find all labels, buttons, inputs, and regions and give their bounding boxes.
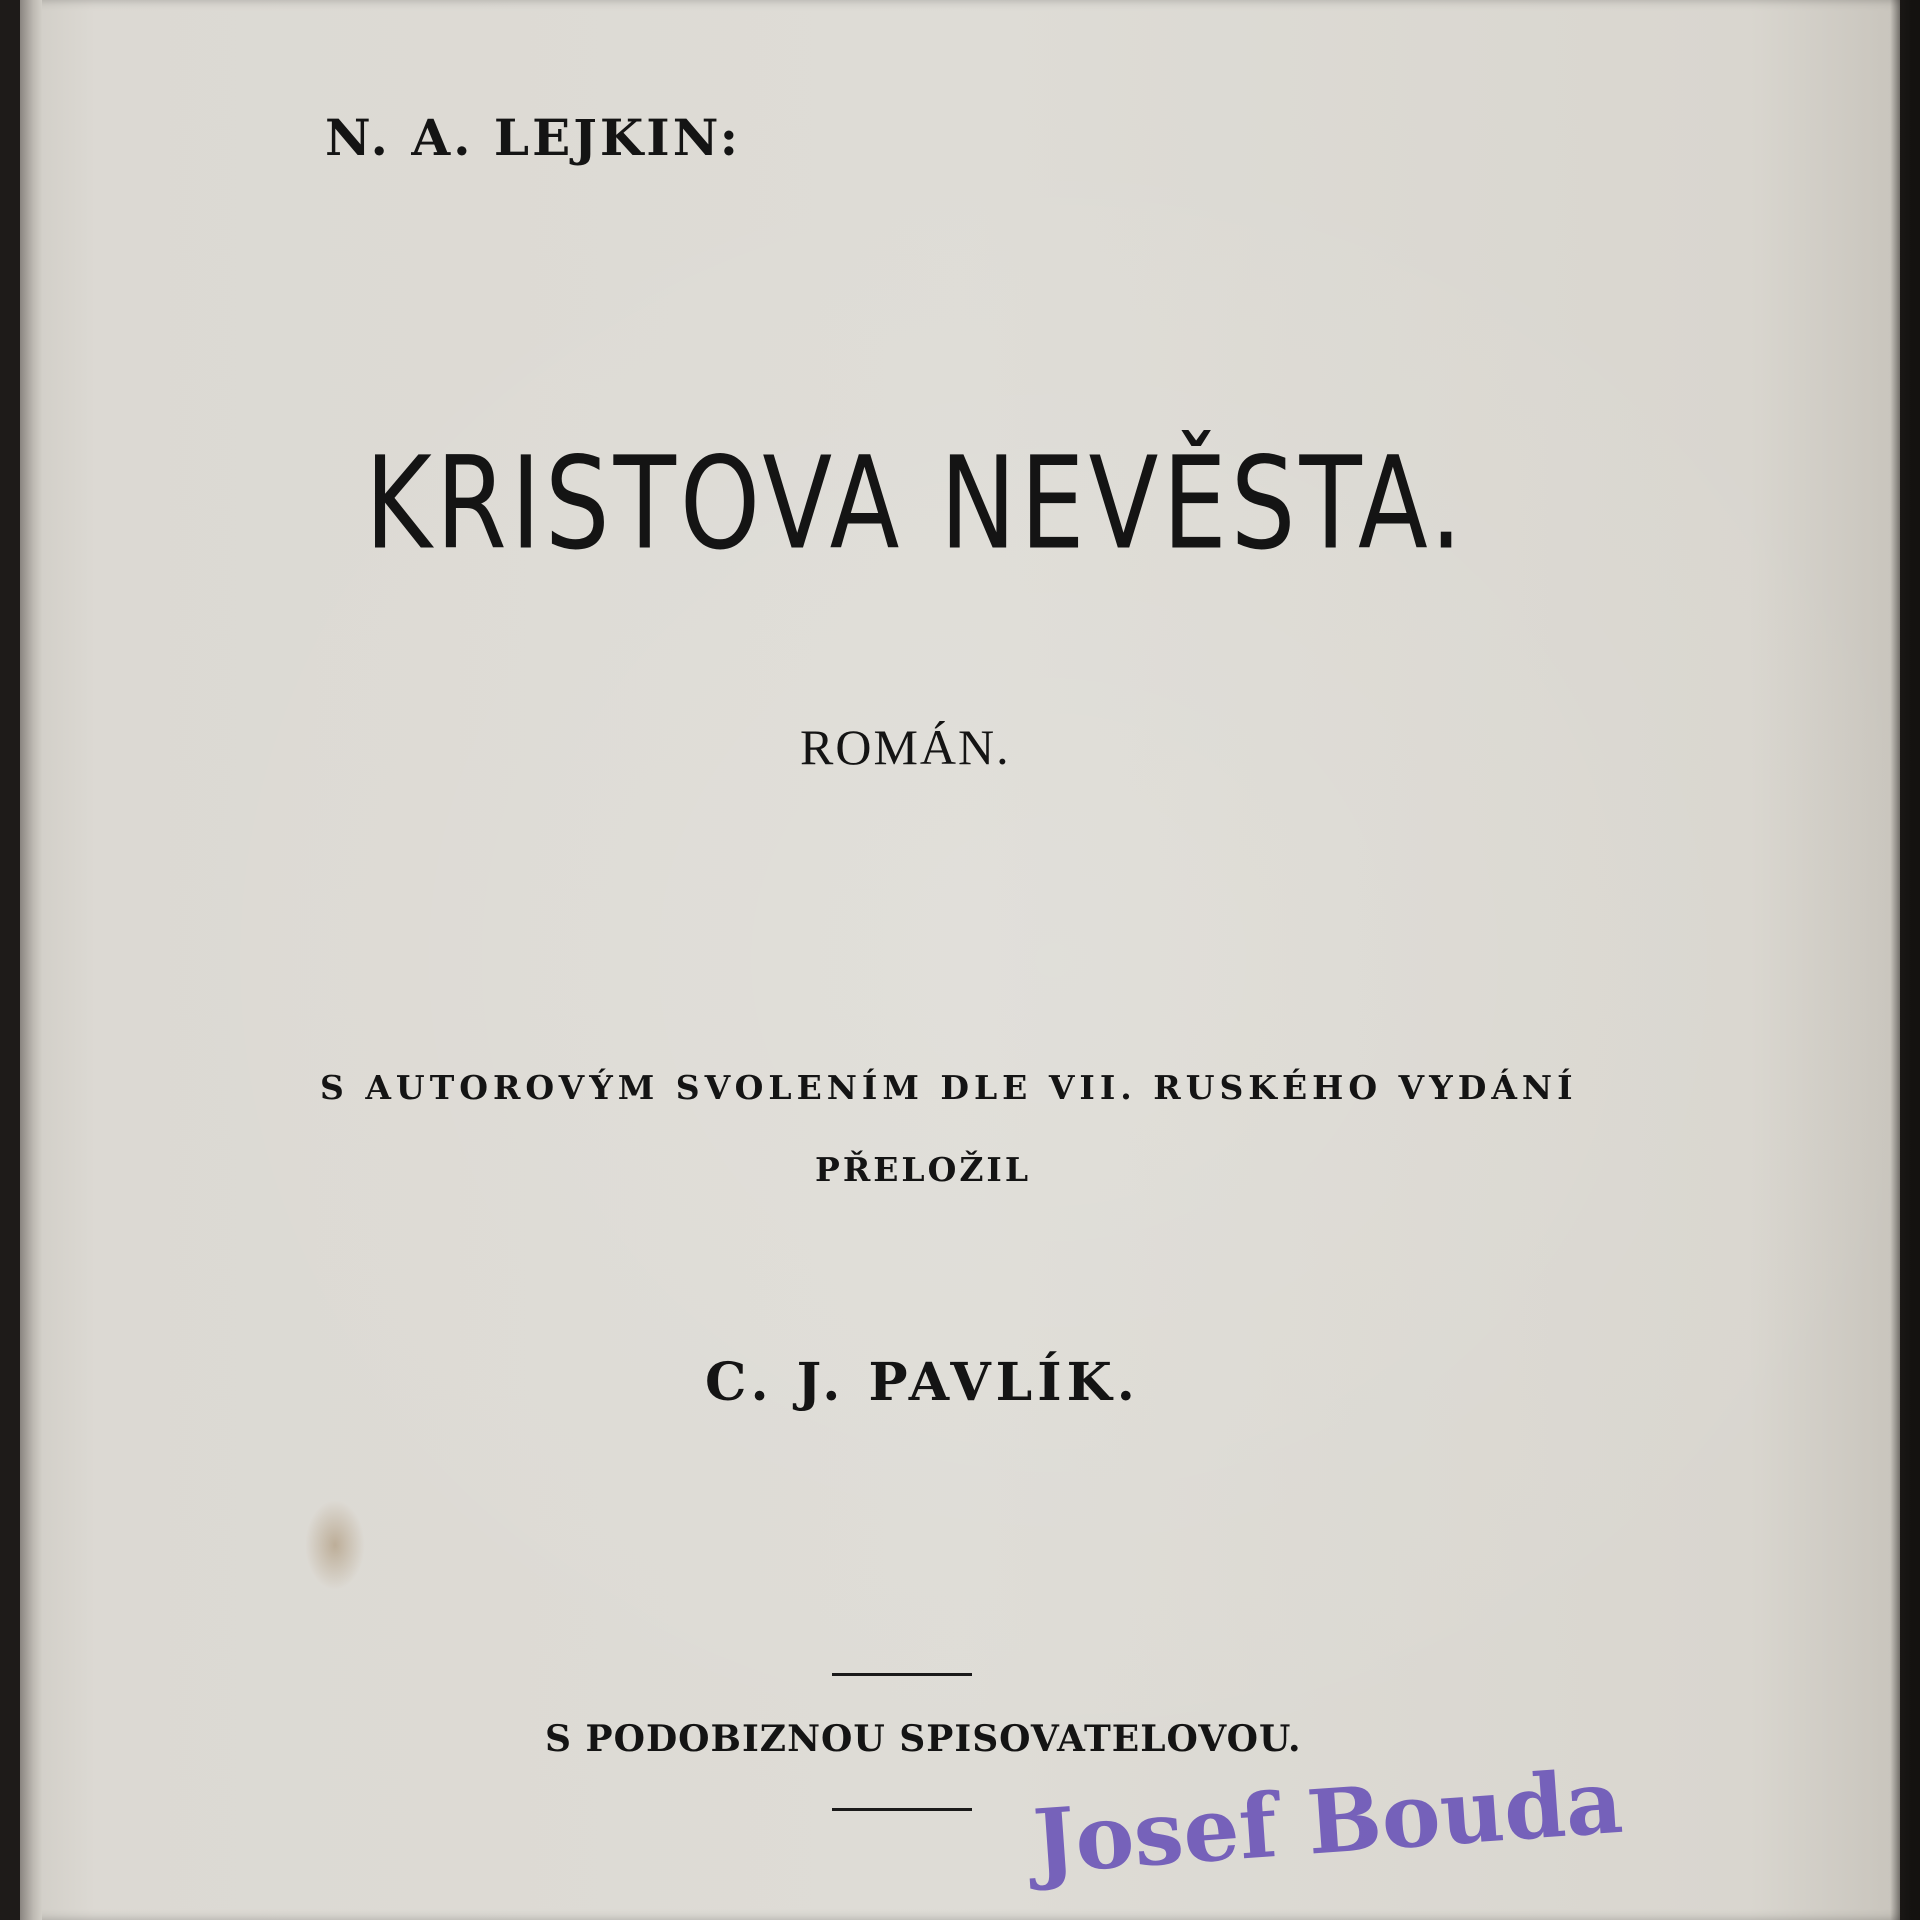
translator-name: C. J. PAVLÍK.: [705, 1352, 1140, 1413]
divider-rule-top: [832, 1673, 972, 1676]
portrait-note: S PODOBIZNOU SPISOVATELOVOU.: [545, 1718, 1302, 1760]
genre-label: ROMÁN.: [800, 719, 1011, 775]
owner-stamp: Josef Bouda: [1030, 1748, 1626, 1894]
title-page: [20, 0, 1900, 1920]
translation-note: S AUTOROVÝM SVOLENÍM DLE VII. RUSKÉHO VYDÁNÍ: [320, 1068, 1578, 1107]
book-title: KRISTOVA NEVĚSTA.: [365, 430, 1467, 579]
foxing-stain: [305, 1500, 365, 1590]
page-gutter-shadow: [1890, 0, 1920, 1920]
author-name: N. A. LEJKIN:: [325, 108, 742, 167]
page-left-edge: [20, 0, 42, 1920]
translated-by-label: PŘELOŽIL: [815, 1150, 1032, 1189]
divider-rule-bottom: [832, 1808, 972, 1811]
